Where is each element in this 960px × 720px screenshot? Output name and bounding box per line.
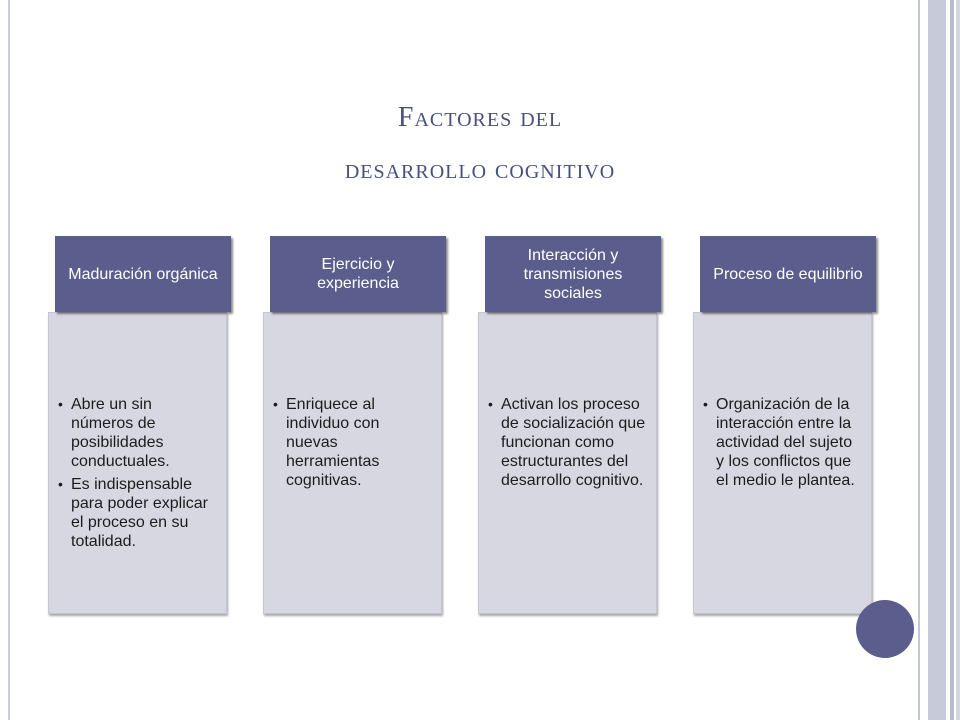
- bullet-list: [694, 313, 871, 490]
- slide-left-border: [8, 0, 10, 720]
- bullet-list: [479, 313, 656, 490]
- column-body: [693, 312, 872, 614]
- column-ejercicio: [262, 236, 448, 614]
- bullet-list: [49, 313, 226, 551]
- column-maduracion: [47, 236, 233, 614]
- slide-title: [180, 92, 780, 196]
- list-item: • Organización de la interacción entre la actividad del sujeto y los conflictos que el medio le plantea.: [716, 395, 861, 490]
- column-equilibrio: [692, 236, 878, 614]
- decorative-circle: [856, 600, 914, 658]
- slide-title-line2: desarrollo cognitivo: [344, 154, 616, 185]
- bullet-list: [264, 313, 441, 490]
- slide-right-border: [918, 0, 960, 720]
- column-header: Maduración orgánica: [55, 236, 231, 312]
- list-item: • Abre un sin números de posibilidades conductuales.: [71, 395, 216, 471]
- column-body: [48, 312, 227, 614]
- column-body: [478, 312, 657, 614]
- column-header: Interacción y transmisiones sociales: [485, 236, 661, 312]
- column-body: [263, 312, 442, 614]
- list-item: • Enriquece al individuo con nuevas herramientas cognitivas.: [286, 395, 431, 490]
- column-header: Proceso de equilibrio: [700, 236, 876, 312]
- column-header: Ejercicio y experiencia: [270, 236, 446, 312]
- list-item: • Es indispensable para poder explicar el proceso en su totalidad.: [71, 475, 216, 551]
- slide-title-line1: Factores del: [397, 102, 563, 133]
- list-item: • Activan los proceso de socialización que funcionan como estructurantes del desarrollo cognitivo.: [501, 395, 646, 490]
- column-interaccion: [477, 236, 663, 614]
